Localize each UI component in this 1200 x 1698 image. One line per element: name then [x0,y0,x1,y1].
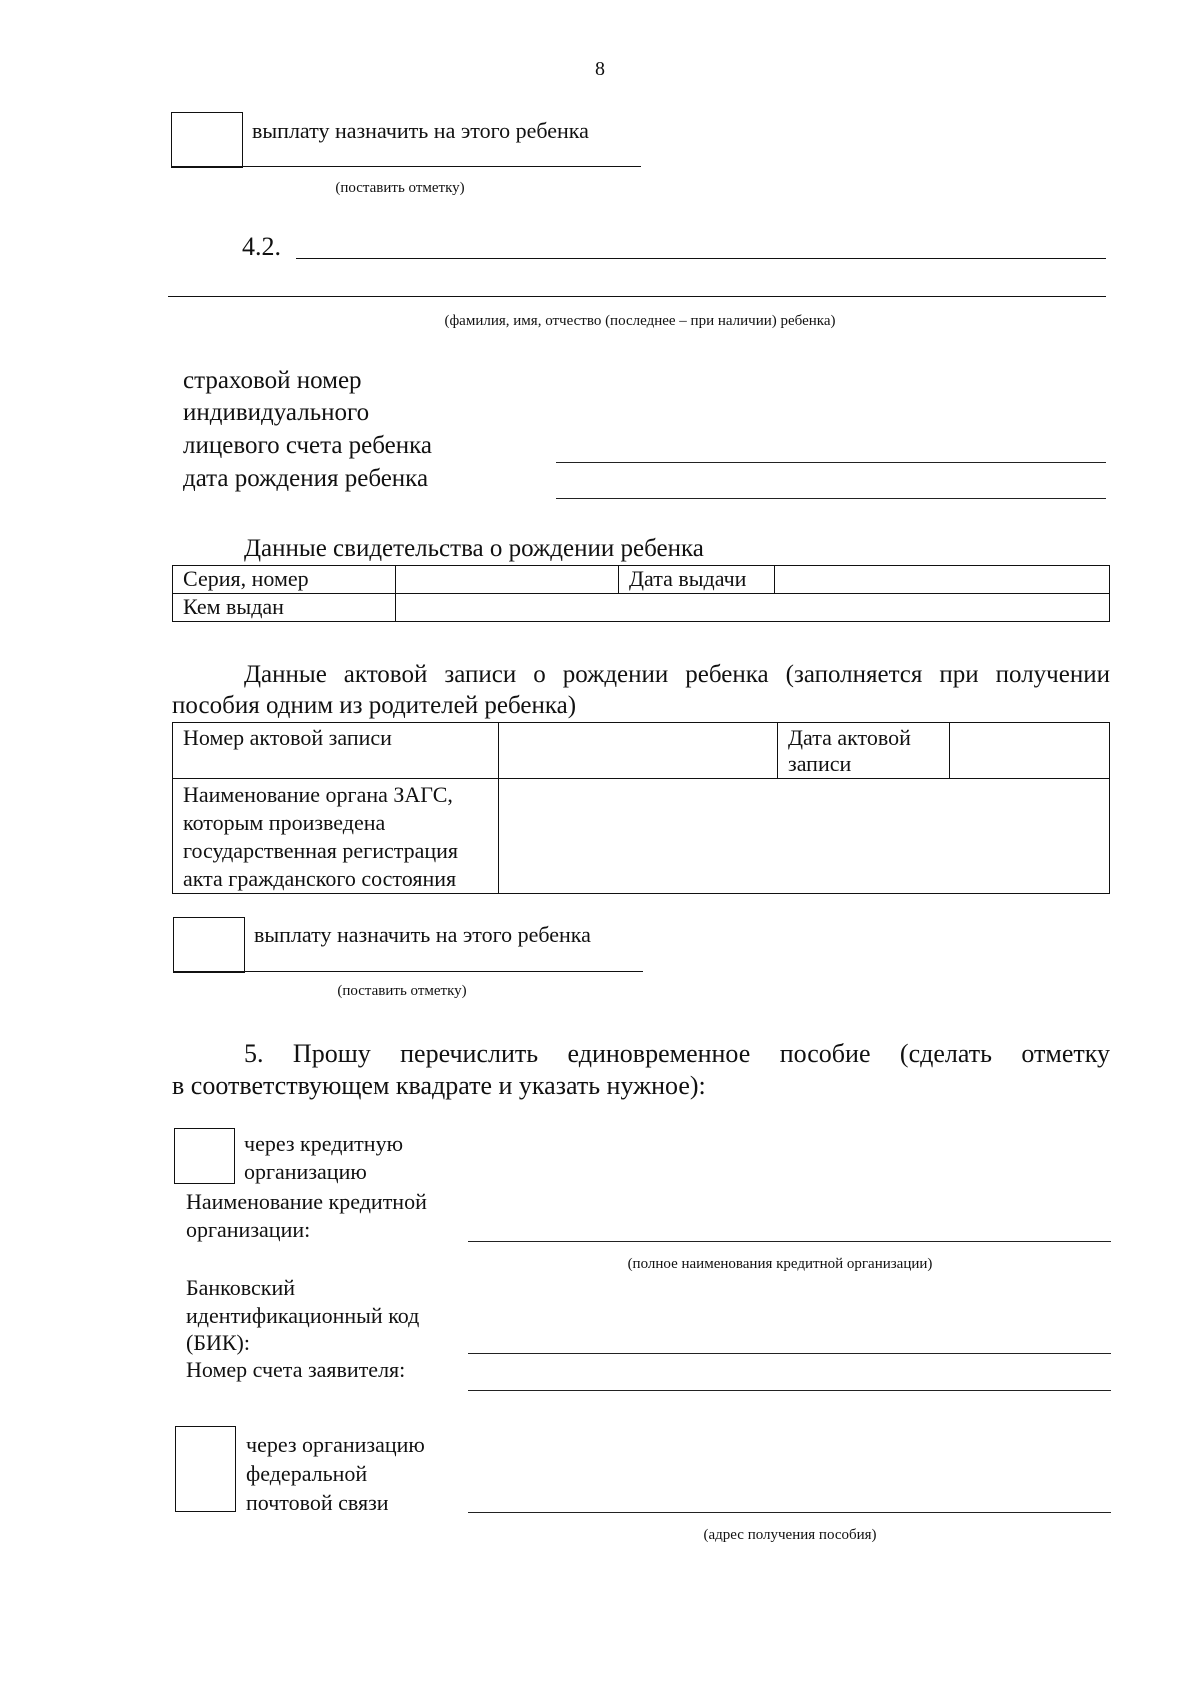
series-input[interactable] [396,566,619,594]
birthdate-input[interactable] [556,498,1106,499]
address-hint: (адрес получения пособия) [703,1527,877,1543]
issued-by-input[interactable] [396,594,1110,622]
registry-office-label-line-2: которым произведена [183,810,386,835]
snils-label-line-3: лицевого счета ребенка [183,432,433,459]
assign-child-hint-2: (поставить отметку) [337,983,467,999]
assign-child-label-1: выплату назначить на этого ребенка [252,118,589,143]
civil-record-title-line-1: Данные актовой записи о рождении ребенка (заполняется при получении [244,661,1110,688]
bank-option-label-line-1: через кредитную [244,1131,404,1156]
registry-office-label-line-1: Наименование органа ЗАГС, [183,782,453,807]
issue-date-input[interactable] [775,566,1110,594]
assign-child-checkbox-1[interactable] [171,112,243,168]
issued-by-label: Кем выдан [173,594,396,622]
post-option-label-line-2: федеральной [246,1461,368,1486]
registry-office-label-line-4: акта гражданского состояния [183,866,457,891]
record-number-label: Номер актовой записи [173,723,499,779]
civil-record-title-line-2: пособия одним из родителей ребенка) [172,692,577,719]
record-date-label-line-2: записи [788,751,852,776]
civil-record-table [172,722,1110,894]
child-name-hint: (фамилия, имя, отчество (последнее – при наличии) ребенка) [444,313,836,329]
registry-office-input[interactable] [499,779,1110,894]
assign-child-underline-1 [171,166,641,167]
child-name-input-1[interactable] [296,258,1106,259]
bik-input[interactable] [468,1353,1111,1354]
child-name-input-2[interactable] [168,296,1106,297]
registry-office-label-line-3: государственная регистрация [183,838,459,863]
bank-name-label-line-1: Наименование кредитной [186,1189,427,1214]
record-date-label [778,723,950,779]
bank-name-hint: (полное наименования кредитной организации) [627,1256,933,1272]
post-option-label-line-3: почтовой связи [246,1490,389,1515]
birth-certificate-title: Данные свидетельства о рождении ребенка [244,535,704,562]
bik-label-line-1: Банковский [186,1275,296,1300]
assign-child-checkbox-2[interactable] [173,917,245,973]
section-4-2-number: 4.2. [242,232,281,261]
birth-certificate-table [172,565,1110,622]
snils-label-line-2: индивидуального [183,399,370,426]
bik-label-line-2: идентификационный код [186,1303,420,1328]
section-5-line-1: 5. Прошу перечислить единовременное пособие (сделать отметку [244,1039,1110,1068]
birthdate-label: дата рождения ребенка [183,465,429,492]
bank-transfer-checkbox[interactable] [174,1128,235,1184]
assign-child-underline-2 [173,971,643,972]
assign-child-hint-1: (поставить отметку) [335,180,465,196]
post-option-label-line-1: через организацию [246,1432,425,1457]
account-number-label: Номер счета заявителя: [186,1357,406,1382]
snils-input[interactable] [556,462,1106,463]
snils-label-line-1: страховой номер [183,367,362,394]
record-date-label-line-1: Дата актовой [788,725,911,750]
bank-option-label-line-2: организацию [244,1159,367,1184]
page-number: 8 [595,58,605,80]
record-date-input[interactable] [950,723,1110,779]
registry-office-label [173,779,499,894]
address-input[interactable] [468,1512,1111,1513]
issue-date-label: Дата выдачи [619,566,775,594]
post-transfer-checkbox[interactable] [175,1426,236,1512]
bank-name-input[interactable] [468,1241,1111,1242]
bik-label-line-3: (БИК): [186,1330,250,1355]
section-5-line-2: в соответствующем квадрате и указать нужное): [172,1071,706,1100]
account-number-input[interactable] [468,1390,1111,1391]
record-number-input[interactable] [499,723,778,779]
bank-name-label-line-2: организации: [186,1217,311,1242]
series-label: Серия, номер [173,566,396,594]
assign-child-label-2: выплату назначить на этого ребенка [254,922,591,947]
